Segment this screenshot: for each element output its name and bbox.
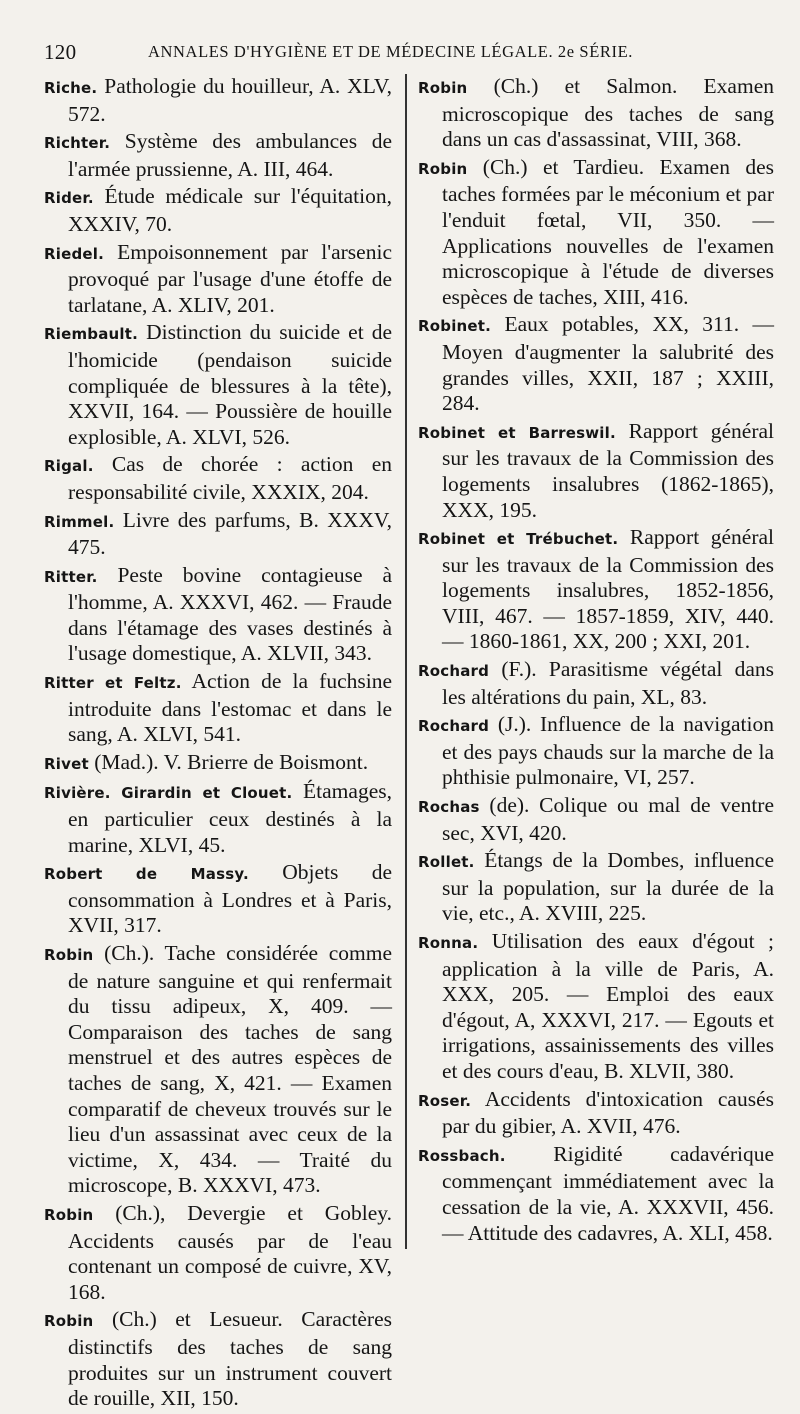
entry-author: Ritter et Feltz. <box>44 674 182 693</box>
entry-author: Rivet <box>44 754 89 773</box>
entry-author: Riche. <box>44 79 98 97</box>
entry-text: Cas de chorée : action en responsabilité civile, XXXIX, 204. <box>68 452 392 504</box>
entry-author: Robin <box>44 1205 94 1224</box>
entry-author: Roser. <box>418 1091 472 1110</box>
entry-text: (de). Colique ou mal de ventre sec, XVI, 420. <box>442 793 774 845</box>
entry-text: Action de la fuchsine introduite dans l'estomac et dans le sang, A. XLVI, 541. <box>68 669 392 747</box>
index-entry <box>418 793 774 846</box>
entry-author: Rochard <box>418 662 490 681</box>
index-entry <box>44 1201 392 1305</box>
index-entry <box>418 419 774 523</box>
index-entry <box>44 452 392 505</box>
entry-text: Objets de consommation à Londres et à Paris, XVII, 317. <box>68 860 392 938</box>
entry-text: Rigidité cadavérique commençant immédiatement avec la cessation de la vie, A. XXXVII, 456. — Attitude des cadavres, A. XLI, 458. <box>442 1141 774 1245</box>
index-entry <box>44 184 392 237</box>
index-entry <box>418 657 774 710</box>
entry-author: Rochas <box>418 798 480 817</box>
entry-text: Pathologie du houilleur, A. XLV, 572. <box>68 74 392 126</box>
index-entry <box>418 155 774 311</box>
index-entry <box>418 1087 774 1140</box>
index-entry <box>418 929 774 1085</box>
entry-text: Accidents d'intoxication causés par du gibier, A. XVII, 476. <box>442 1086 774 1139</box>
index-entry <box>44 860 392 939</box>
entry-text: Livre des parfums, B. XXXV, 475. <box>68 507 392 560</box>
entry-text: Empoisonnement par l'arsenic provoqué par l'usage d'une étoffe de tarlatane, A. XLIV, 201. <box>68 239 392 317</box>
running-title: ANNALES D'HYGIÈNE ET DE MÉDECINE LÉGALE. 2e SÉRIE. <box>148 42 633 61</box>
entry-text: Utilisation des eaux d'égout ; application à la ville de Paris, A. XXX, 205. — Emploi des eaux d'égout, A, XXXVI, 217. — Egouts et irrigations, assainissements des villes et des cours d'eau, B. XLVII, 380. <box>442 929 774 1083</box>
entry-author: Riedel. <box>44 244 105 263</box>
index-entry <box>418 1142 774 1246</box>
entry-text: Eaux potables, XX, 311. — Moyen d'augmenter la salubrité des grandes villes, XXII, 187 ; XXIII, 284. <box>442 312 774 416</box>
entry-text: Étude médicale sur l'équitation, XXXIV, 70. <box>68 184 392 236</box>
entry-text: Distinction du suicide et de l'homicide (pendaison suicide compliquée de blessures à la tête), XXVII, 164. — Poussière de houille explosible, A. XLVI, 526. <box>68 320 392 449</box>
index-entry <box>44 750 392 778</box>
entry-author: Rivière. Girardin et Clouet. <box>44 784 293 803</box>
entry-author: Robin <box>44 946 94 964</box>
index-entry <box>44 779 392 858</box>
entry-text: (Mad.). V. Brierre de Boismont. <box>88 749 369 774</box>
index-entry <box>44 129 392 182</box>
entry-text: (F.). Parasitisme végétal dans les altérations du pain, XL, 83. <box>442 657 774 709</box>
entry-text: (J.). Influence de la navigation et des pays chauds sur la marche de la phthisie pulmonaire, VI, 257. <box>442 712 774 790</box>
index-entry <box>44 240 392 319</box>
index-entry <box>44 563 392 667</box>
entry-author: Rimmel. <box>44 512 115 531</box>
index-entry <box>418 312 774 416</box>
index-entry <box>44 320 392 450</box>
entry-author: Rollet. <box>418 853 475 872</box>
entry-author: Richter. <box>44 134 111 153</box>
entry-author: Robin <box>418 79 468 97</box>
entry-text: (Ch.), Devergie et Gobley. Accidents causés par de l'eau contenant un composé de cuivre, XV, 168. <box>68 1200 392 1304</box>
right-column <box>418 74 774 1248</box>
entry-text: Étamages, en particulier ceux destinés à la marine, XLVI, 45. <box>68 779 392 857</box>
entry-text: Peste bovine contagieuse à l'homme, A. XXXVI, 462. — Fraude dans l'étamage des vases destinés à l'usage domestique, A. XLVII, 343. <box>68 562 392 666</box>
entry-text: Rapport général sur les travaux de la Commission des logements insalubres (1862-1865), XXX, 195. <box>442 418 774 522</box>
entry-text: Rapport général sur les travaux de la Commission des logements insalubres, 1852-1856, VIII, 467. — 1857-1859, XIV, 440. — 1860-1861, XX, 200 ; XXI, 201. <box>442 525 774 654</box>
page-number: 120 <box>44 40 77 64</box>
entry-author: Rossbach. <box>418 1146 506 1165</box>
entry-author: Ritter. <box>44 567 98 586</box>
entry-author: Rochard <box>418 717 490 736</box>
index-entry <box>44 941 392 1199</box>
entry-author: Robinet. <box>418 317 492 336</box>
entry-author: Rider. <box>44 189 94 208</box>
entry-author: Riembault. <box>44 325 139 344</box>
left-column <box>44 74 392 1414</box>
page-header <box>44 34 764 68</box>
index-entry <box>418 74 774 153</box>
entry-author: Robert de Massy. <box>44 865 249 884</box>
entry-text: Système des ambulances de l'armée prussienne, A. III, 464. <box>68 129 392 181</box>
entry-text: (Ch.) et Tardieu. Examen des taches formées par le méconium et par l'enduit fœtal, VII, 350. — Applications nouvelles de l'examen microscopique à l'étude de diverses espèces de taches, XIII, 416. <box>442 154 774 309</box>
index-entry <box>418 525 774 655</box>
entry-author: Robin <box>44 1312 94 1331</box>
index-entry <box>44 1307 392 1411</box>
column-divider <box>405 74 407 1249</box>
index-entry <box>44 508 392 561</box>
entry-text: (Ch.) et Lesueur. Caractères distinctifs des taches de sang produites sur un instrument couvert de rouille, XII, 150. <box>68 1307 392 1411</box>
entry-text: (Ch.) et Salmon. Examen microscopique des taches de sang dans un cas d'assassinat, VIII, 368. <box>442 74 774 152</box>
entry-author: Robinet et Barreswil. <box>418 423 616 442</box>
entry-author: Robin <box>418 159 468 178</box>
entry-author: Ronna. <box>418 934 479 952</box>
entry-text: (Ch.). Tache considérée comme de nature sanguine et qui renfermait du tissu adipeux, X, 409. — Comparaison des taches de sang menstruel et des autres espèces de taches de sang, X, 421. — Examen comparatif de cheveux trouvés sur le lieu d'un assassinat avec ceux de la victime, X, 434. — Traité du microscope, B. XXXVI, 473. <box>68 941 392 1198</box>
index-entry <box>418 848 774 927</box>
index-entry <box>418 712 774 791</box>
index-entry <box>44 74 392 127</box>
entry-text: Étangs de la Dombes, influence sur la population, sur la durée de la vie, etc., A. XVIII, 225. <box>442 848 774 926</box>
entry-author: Robinet et Trébuchet. <box>418 530 619 549</box>
entry-author: Rigal. <box>44 457 94 476</box>
index-entry <box>44 669 392 748</box>
